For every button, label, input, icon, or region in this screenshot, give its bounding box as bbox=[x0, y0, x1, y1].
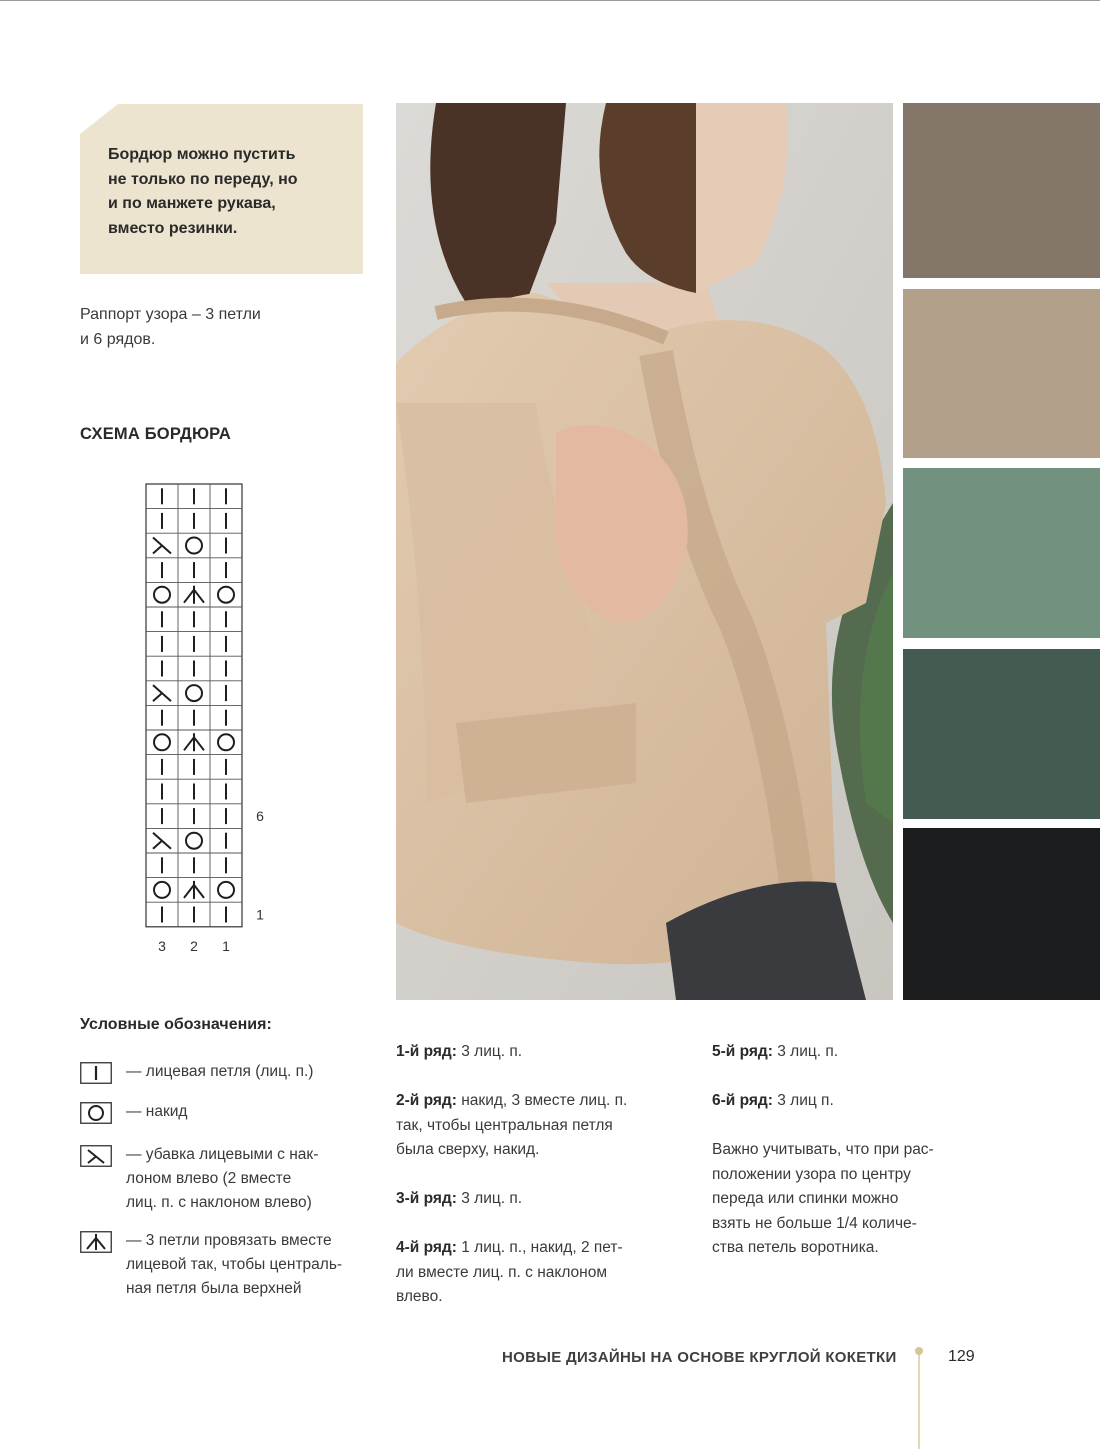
row-text: накид, 3 вместе лиц. п. bbox=[456, 1092, 628, 1109]
legend-text-line: лиц. п. с наклоном влево) bbox=[126, 1194, 312, 1211]
row-text: 3 лиц п. bbox=[772, 1092, 834, 1109]
row-label: 2-й ряд: bbox=[396, 1092, 457, 1109]
footer-divider bbox=[918, 1352, 920, 1449]
row-label: 5-й ряд: bbox=[712, 1043, 773, 1060]
legend-text-line: лоном влево (2 вместе bbox=[126, 1170, 292, 1187]
top-rule bbox=[0, 0, 1100, 1]
note-line: вместо резинки. bbox=[108, 219, 238, 237]
row-text: была сверху, накид. bbox=[396, 1141, 540, 1158]
row-label: 4-й ряд: bbox=[396, 1239, 457, 1256]
stitch-chart bbox=[140, 478, 280, 963]
chart-title: СХЕМА БОРДЮРА bbox=[80, 425, 232, 443]
chart-column-label: 3 bbox=[158, 937, 166, 954]
legend-text-line: — убавка лицевыми с нак- bbox=[126, 1146, 319, 1163]
note-line: и по манжете рукава, bbox=[108, 195, 276, 212]
rapport-line: и 6 рядов. bbox=[80, 331, 156, 348]
decrease-left-icon bbox=[80, 1145, 112, 1167]
important-line: ства петель воротника. bbox=[712, 1239, 879, 1256]
rapport-line: Раппорт узора – 3 петли bbox=[80, 306, 261, 323]
yarn-over-icon bbox=[80, 1102, 112, 1124]
chart-column-label: 1 bbox=[222, 937, 230, 954]
chart-column-label: 2 bbox=[190, 937, 198, 954]
color-swatch bbox=[903, 649, 1100, 819]
sweater-photo bbox=[396, 103, 893, 1000]
row-instruction bbox=[396, 1089, 686, 1163]
chart-row-label: 1 bbox=[256, 906, 264, 923]
row-text: 3 лиц. п. bbox=[456, 1043, 523, 1060]
note-line: не только по переду, но bbox=[108, 170, 298, 188]
legend-text-line: — накид bbox=[126, 1103, 188, 1120]
row-instruction bbox=[396, 1040, 686, 1065]
row-text: влево. bbox=[396, 1288, 443, 1305]
important-line: взять не больше 1/4 количе- bbox=[712, 1214, 917, 1232]
note-text bbox=[108, 143, 348, 241]
footer-dot-ornament bbox=[915, 1347, 923, 1355]
row-instructions-right bbox=[712, 1040, 1002, 1285]
chart-row-label: 6 bbox=[256, 808, 264, 825]
knit-stitch-icon bbox=[80, 1062, 112, 1084]
row-text: 1 лиц. п., накид, 2 пет- bbox=[456, 1239, 623, 1256]
row-label: 6-й ряд: bbox=[712, 1092, 773, 1109]
legend-title: Условные обозначения: bbox=[80, 1016, 272, 1033]
legend-text-line: — лицевая петля (лиц. п.) bbox=[126, 1063, 314, 1080]
row-instruction bbox=[396, 1187, 686, 1212]
row-instruction bbox=[712, 1089, 1002, 1114]
three-together-icon bbox=[80, 1231, 112, 1253]
rapport-text bbox=[80, 302, 340, 352]
row-instruction bbox=[396, 1236, 686, 1310]
row-text: 3 лиц. п. bbox=[456, 1190, 523, 1207]
row-text: так, чтобы центральная петля bbox=[396, 1116, 613, 1134]
page-number: 129 bbox=[948, 1348, 975, 1365]
legend-text-line: ная петля была верхней bbox=[126, 1280, 302, 1297]
note-line: Бордюр можно пустить bbox=[108, 146, 296, 163]
row-label: 3-й ряд: bbox=[396, 1190, 457, 1207]
color-swatch bbox=[903, 828, 1100, 1000]
important-note bbox=[712, 1138, 1002, 1261]
legend-text-line: лицевой так, чтобы централь- bbox=[126, 1256, 343, 1273]
row-instructions-left bbox=[396, 1040, 686, 1334]
important-line: положении узора по центру bbox=[712, 1165, 911, 1183]
row-instruction bbox=[712, 1040, 1002, 1065]
color-swatch bbox=[903, 468, 1100, 638]
important-line: переда или спинки можно bbox=[712, 1190, 899, 1207]
important-line: Важно учитывать, что при рас- bbox=[712, 1141, 934, 1158]
row-text: 3 лиц. п. bbox=[772, 1043, 839, 1060]
color-swatch bbox=[903, 103, 1100, 278]
row-label: 1-й ряд: bbox=[396, 1043, 457, 1060]
legend-text-line: — 3 петли провязать вместе bbox=[126, 1232, 332, 1249]
color-swatch bbox=[903, 289, 1100, 458]
running-footer-title: НОВЫЕ ДИЗАЙНЫ НА ОСНОВЕ КРУГЛОЙ КОКЕТКИ bbox=[502, 1349, 897, 1366]
row-text: ли вместе лиц. п. с наклоном bbox=[396, 1263, 608, 1281]
